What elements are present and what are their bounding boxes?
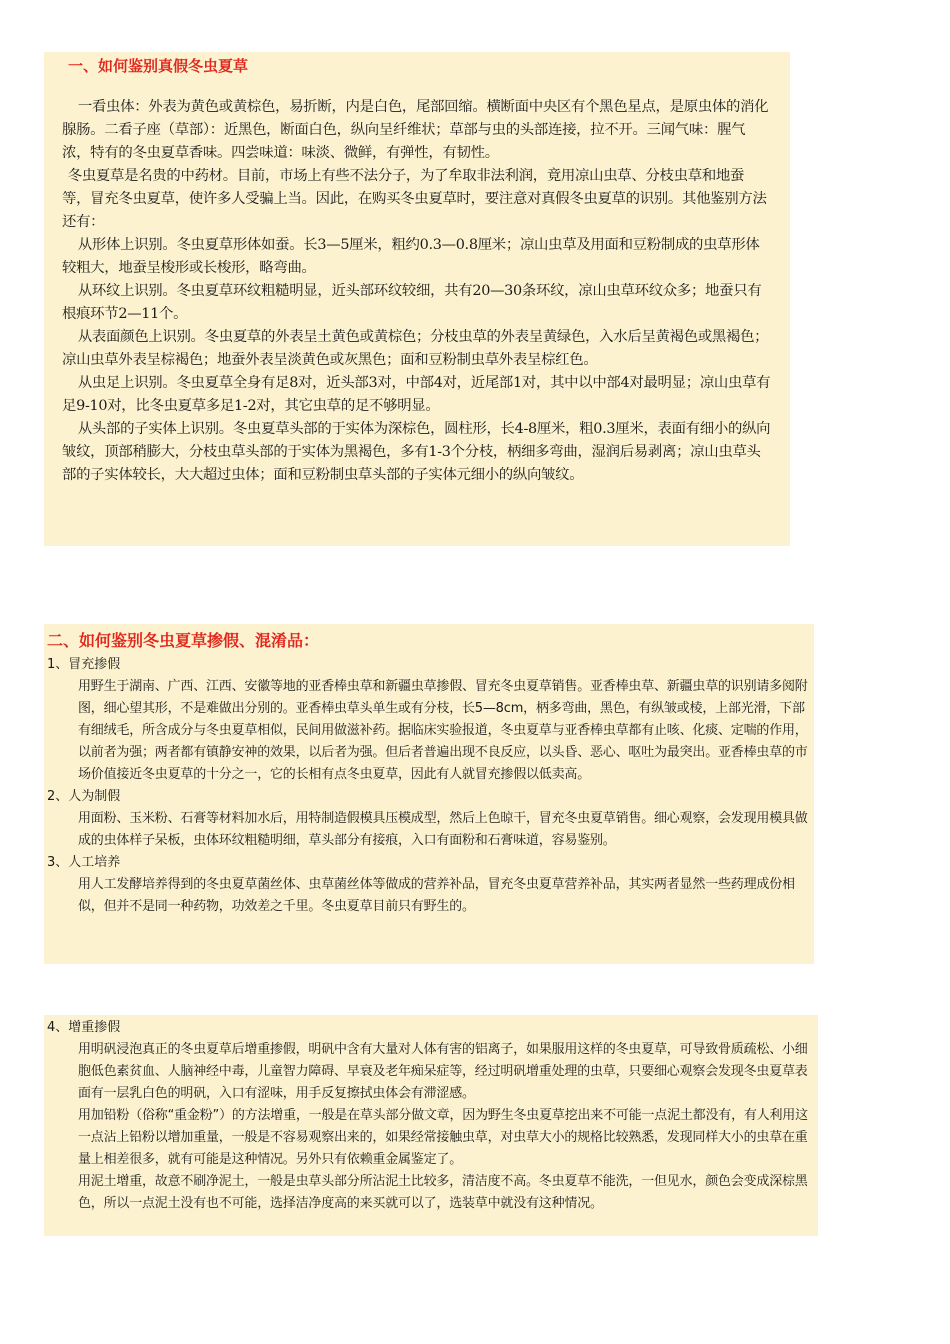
section-title-2: 二、如何鉴别冬虫夏草掺假、混淆品： <box>47 631 320 650</box>
paragraph: 从虫足上识别。冬虫夏草全身有足8对，近头部3对，中部4对，近尾部1对，其中以中部4对最明显；凉山虫草有足9-10对，比冬虫夏草多足1-2对，其它虫草的足不够明显。 <box>62 375 771 414</box>
item-label: 4、增重掺假 <box>47 1020 121 1035</box>
item-label: 3、人工培养 <box>47 855 121 870</box>
paragraph: 从形体上识别。冬虫夏草形体如蚕。长3—5厘米，粗约0.3—0.8厘米；凉山虫草及用面和豆粉制成的虫草形体较粗大，地蚕呈梭形或长梭形，略弯曲。 <box>62 237 760 276</box>
paragraph: 从环纹上识别。冬虫夏草环纹粗糙明显，近头部环纹较细，共有20—30条环纹，凉山虫草环纹众多；地蚕只有根痕环节2—11个。 <box>62 283 762 322</box>
item-body: 用面粉、玉米粉、石膏等材料加水后，用特制造假模具压模成型，然后上色晾干，冒充冬虫夏草销售。细心观察，会发现用模具做成的虫体样子呆板，虫体环纹粗糙明细，草头部分有接痕，入口有面粉和石膏味道，容易鉴别。 <box>78 811 808 848</box>
item-label: 1、冒充掺假 <box>47 657 121 672</box>
section-block-3 <box>44 1015 818 1236</box>
paragraph: 一看虫体：外表为黄色或黄棕色，易折断，内是白色，尾部回缩。横断面中央区有个黑色星点，是原虫体的消化腺肠。二看子座（草部）：近黑色，断面白色，纵向呈纤维状；草部与虫的头部连接，拉不开。三闻气味：腥气浓，特有的冬虫夏草香味。四尝味道：味淡、微鲜，有弹性，有韧性。 <box>62 99 769 161</box>
section-block-1 <box>44 52 790 546</box>
paragraph: 冬虫夏草是名贵的中药材。目前，市场上有些不法分子，为了牟取非法利润，竟用凉山虫草、分枝虫草和地蚕等，冒充冬虫夏草，使许多人受骗上当。因此，在购买冬虫夏草时，要注意对真假冬虫夏草的识别。其他鉴别方法还有： <box>62 168 767 230</box>
item-body: 用泥土增重，故意不刷净泥土，一般是虫草头部分所沾泥土比较多，清洁度不高。冬虫夏草不能洗，一但见水，颜色会变成深棕黑色，所以一点泥土没有也不可能，选择洁净度高的来买就可以了，选装草中就没有这种情况。 <box>78 1174 808 1211</box>
item-body: 用野生于湖南、广西、江西、安徽等地的亚香棒虫草和新疆虫草掺假、冒充冬虫夏草销售。亚香棒虫草、新疆虫草的识别请多阅附图，细心望其形，不是难做出分别的。亚香棒虫草头单生或有分枝，长5—8cm，柄多弯曲，黑色，有纵皱或棱，上部光滑，下部有细绒毛，所含成分与冬虫夏草相似，民间用做滋补药。据临床实验报道，冬虫夏草与亚香棒虫草都有止咳、化痰、定喘的作用，以前者为强；两者都有镇静安神的效果，以后者为强。但后者普遍出现不良反应，以头昏、恶心、呕吐为最突出。亚香棒虫草的市场价值接近冬虫夏草的十分之一，它的长相有点冬虫夏草，因此有人就冒充掺假以低卖高。 <box>78 679 808 782</box>
item-label: 2、人为制假 <box>47 789 121 804</box>
item-body: 用明矾浸泡真正的冬虫夏草后增重掺假，明矾中含有大量对人体有害的铝离子，如果服用这样的冬虫夏草，可导致骨质疏松、小细胞低色素贫血、人脑神经中毒，儿童智力障碍、早衰及老年痴呆症等，经过明矾增重处理的虫草，只要细心观察会发现冬虫夏草表面有一层乳白色的明矾，入口有涩味，用手反复擦拭虫体会有滞涩感。 <box>78 1042 808 1101</box>
item-body: 用人工发酵培养得到的冬虫夏草菌丝体、虫草菌丝体等做成的营养补品，冒充冬虫夏草营养补品，其实两者显然一些药理成份相似，但并不是同一种药物，功效差之千里。冬虫夏草目前只有野生的。 <box>78 877 795 914</box>
section-block-2 <box>44 624 814 964</box>
item-body: 用加铅粉（俗称“重金粉”）的方法增重，一般是在草头部分做文章，因为野生冬虫夏草挖出来不可能一点泥土都没有，有人利用这一点沾上铅粉以增加重量，一般是不容易观察出来的，如果经常接触虫草，对虫草大小的规格比较熟悉，发现同样大小的虫草在重量上相差很多，就有可能是这种情况。另外只有依赖重金属鉴定了。 <box>78 1108 808 1167</box>
section-title-1: 一、如何鉴别真假冬虫夏草 <box>68 57 249 75</box>
paragraph: 从头部的子实体上识别。冬虫夏草头部的于实体为深棕色，圆柱形，长4-8厘米，粗0.3厘米，表面有细小的纵向皱纹，顶部稍膨大，分枝虫草头部的于实体为黑褐色，多有1-3个分枝，柄细多弯曲，湿润后易剥离；凉山虫草头部的子实体较长，大大超过虫体；面和豆粉制虫草头部的子实体元细小的纵向皱纹。 <box>62 421 771 483</box>
paragraph: 从表面颜色上识别。冬虫夏草的外表呈土黄色或黄棕色；分枝虫草的外表呈黄绿色，入水后呈黄褐色或黑褐色；凉山虫草外表呈棕褐色；地蚕外表呈淡黄色或灰黑色；面和豆粉制虫草外表呈棕红色。 <box>62 329 769 368</box>
